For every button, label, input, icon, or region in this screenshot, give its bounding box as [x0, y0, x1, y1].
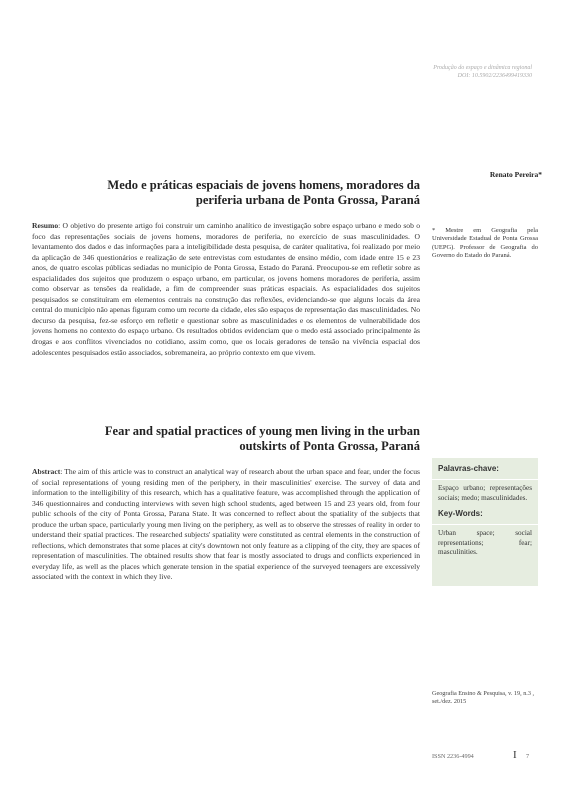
abstract-pt: [32, 221, 420, 358]
keywords-divider: [432, 479, 538, 480]
section-name: Produção do espaço e dinâmica regional: [433, 65, 532, 71]
page-separator: I: [513, 749, 517, 761]
keywords-box: [432, 458, 538, 586]
doi-text: DOI: 10.5902/2236499419330: [457, 73, 532, 79]
abstract-pt-text: : O objetivo do presente artigo foi construir um caminho analítico de investigação sobre espaço urbano e medo sob o foco das representações sociais de jovens homens, moradores de periferia, no exercício de suas masculinidades. O levantamento dos dados e das informações para a inteligibilidade desta pesquisa, de caráter qualitativa, foi realizado por meio da aplicação de 346 questionários e realização de sete entrevistas com estudantes de ensino médio, com idade entre 15 e 23 anos, de quatro escolas públicas sediadas no município de Ponta Grossa, Estado do Paraná. Preocupou-se em refletir sobre as espacialidades dos sujeitos que produzem o espaço urbano, em particular, os jovens homens moradores de periferia, assim como observar as tensões da realidade, a fim de compreender suas práticas espaciais. As espacialidades dos sujeitos pesquisados se constituíram em elementos centrais na construção das reflexões, evidenciando-se que alguns locais da área central do município não apenas figuram como um recorte da cidade, eles são espaços de representação das masculinidades. No decurso da pesquisa, fez-se esforço em refletir e questionar sobre as masculinidades e os elementos de vulnerabilidade dos jovens homens no contexto do espaço urbano. Os resultados obtidos evidenciam que o medo está associado principalmente às drogas e aos conflitos vivenciados no cotidiano, assim como, que os locais geradores de tensão na vivência espacial dos adolescentes pesquisados estão associados, sobremaneira, ao próprio contexto em que vivem.: [32, 221, 420, 357]
keywords-en-text: Urban space; social representations; fear; masculinities.: [438, 529, 532, 557]
keywords-pt-heading: Palavras-chave:: [438, 464, 499, 473]
abstract-en-text: : The aim of this article was to construct an analytical way of research about the urban space and fear, under the focus of social representations of young residing men of the periphery, in their masculinities' exercise. The survey of data and information to the intelligibility of this research, which has a qualitative feature, was accomplished through the application of 346 questionnaires and conducting interviews with seven high school students, aged between 15 and 23 years old, from four public schools of the city of Ponta Grossa, Parana State. It was concerned to reflect about the spatiality of the subjects that produce the urban space, particularly young men living on the periphery, as well as to observe the stresses of reality in order to understand their spatial practices. The researched subjects' spatiality were constituted as central elements in the construction of reflections, which demonstrates that some places at city's downtown not only feature as a clipping of the city, they are spaces of representation of masculinities. The obtained results show that fear is mostly associated to drugs and conflicts experienced in everyday life, as well as the places which generate tension in the spatial experience of the surveyed teenagers are excessively associated with the context in which they live.: [32, 467, 420, 582]
author-name: Renato Pereira*: [489, 170, 542, 179]
article-title-en: Fear and spatial practices of young men living in the urban outskirts of Ponta Grossa, Paraná: [104, 424, 420, 453]
article-title-pt: Medo e práticas espaciais de jovens homens, moradores da periferia urbana de Ponta Grossa, Paraná: [107, 178, 420, 207]
keywords-pt-text: Espaço urbano; representações sociais; medo; masculinidades.: [438, 484, 532, 502]
keywords-en-heading: Key-Words:: [438, 509, 483, 519]
author-footnote: * Mestre em Geografia pela Universidade Estadual de Ponta Grossa (UEPG). Professor de Geografia do Governo do Estado do Paraná.: [432, 227, 538, 260]
abstract-en-label: Abstract: [32, 467, 61, 476]
abstract-en: [32, 467, 420, 583]
journal-reference: Geografia Ensino & Pesquisa, v. 19, n.3 , set./dez. 2015: [432, 690, 535, 706]
journal-section-header: [372, 64, 532, 80]
abstract-pt-label: Resumo: [32, 221, 59, 230]
issn-number: ISSN 2236-4994: [432, 753, 474, 760]
keywords-divider: [432, 524, 538, 525]
page-number: 7: [526, 753, 530, 760]
